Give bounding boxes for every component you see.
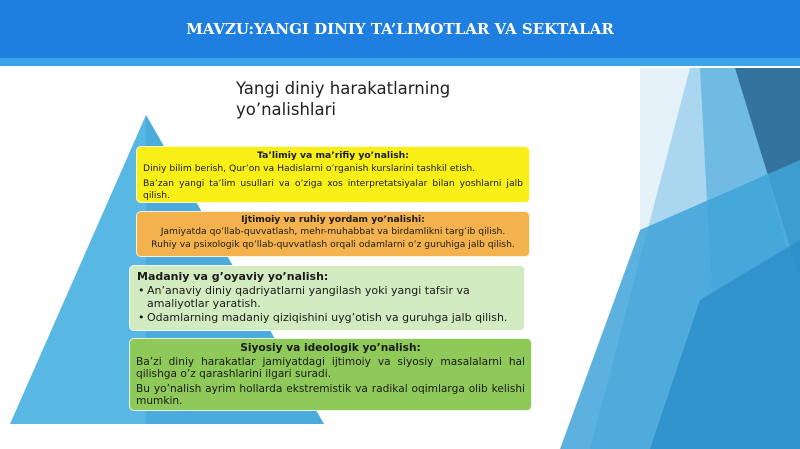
bullet-item: • An’anaviy diniy qadriyatlarni yangilash yoki yangi tafsir va amaliyotlar yaratish. [147, 285, 517, 310]
box-title: Ijtimoiy va ruhiy yordam yo’nalishi: [241, 214, 425, 225]
bullet-item: • Odamlarning madaniy qiziqishini uyg’otish va guruhga jalb qilish. [147, 312, 517, 325]
slide-title: MAVZU:YANGI DINIY TA’LIMOTLAR VA SEKTALAR [186, 20, 614, 38]
box-social [136, 211, 530, 257]
box-line: Ruhiy va psixologik qo’llab-quvvatlash orqali odamlarni o’z guruhiga jalb qilish. [151, 239, 515, 250]
subtitle: Yangi diniy harakatlarning yo’nalishlari [236, 79, 451, 119]
box-title: Madaniy va g’oyaviy yo’nalish: [137, 270, 329, 283]
box-line: Jamiyatda qo’llab-quvvatlash, mehr-muhabbat va birdamlikni targ’ib qilish. [160, 226, 506, 237]
box-title: Ta’limiy va ma’rifiy yo’nalish: [257, 150, 409, 161]
box-line: Ba’zi diniy harakatlar jamiyatdagi ijtimoiy va siyosiy masalalarni hal qilishga o’z qarashlarini ilgari suradi. [136, 356, 525, 380]
box-title: Siyosiy va ideologik yo’nalish: [240, 342, 421, 354]
box-line: Diniy bilim berish, Qur’on va Hadislarni o’rganish kurslarini tashkil etish. [143, 163, 476, 174]
box-line: Ba’zan yangi ta’lim usullari va o’ziga xos interpretatsiyalar bilan yoshlarni jalb qilish. [143, 178, 523, 201]
box-educational [136, 146, 530, 203]
bullet-list [137, 285, 517, 325]
box-cultural [129, 265, 525, 331]
box-line: Bu yo’nalish ayrim hollarda ekstremistik va radikal oqimlarga olib kelishi mumkin. [136, 383, 525, 407]
box-political [129, 338, 532, 411]
